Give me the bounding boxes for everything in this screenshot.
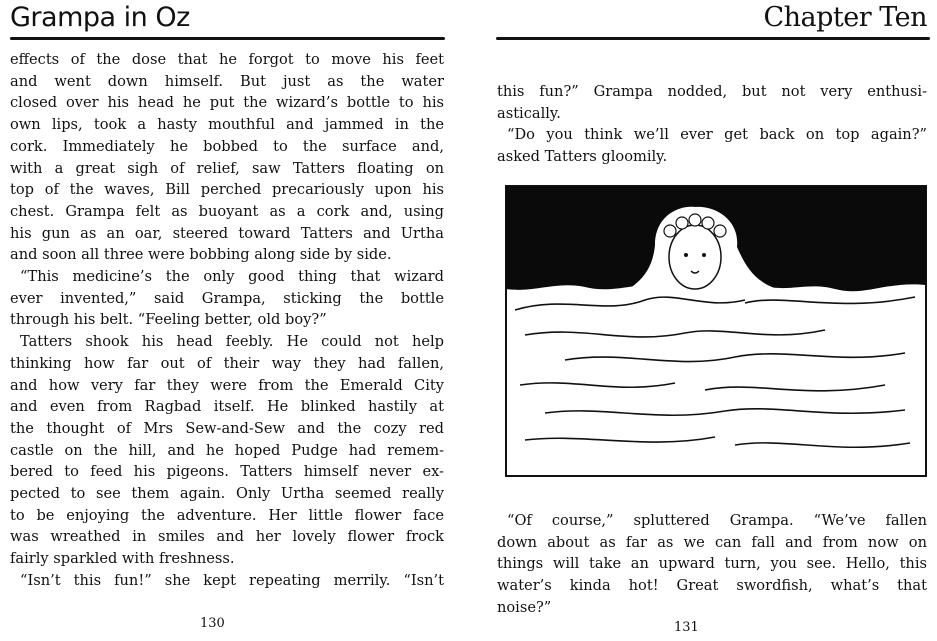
text-line: bered to feed his pigeons. Tatters himself never ex- (10, 463, 444, 481)
text-line: down about as far as we can fall and from now on (497, 533, 927, 551)
book-title-header: Grampa in Oz (10, 2, 190, 33)
text-line: and soon all three were bobbing along side by side. (10, 246, 392, 264)
right-page (470, 0, 937, 641)
text-line: pected to see them again. Only Urtha seemed really (10, 485, 444, 503)
text-line: closed over his head he put the wizard’s bottle to his (10, 94, 444, 112)
text-line: top of the waves, Bill perched precariously upon his (10, 181, 444, 199)
header-rule (496, 37, 930, 40)
page-number: 130 (200, 616, 225, 631)
text-line: through his belt. “Feeling better, old boy?” (10, 311, 327, 329)
text-line: “Of course,” spluttered Grampa. “We’ve fallen (507, 512, 927, 529)
text-line: “Isn’t this fun!” she kept repeating merrily. “Isn’t (20, 571, 444, 589)
text-line: this fun?” Grampa nodded, but not very enthusi- (497, 83, 927, 100)
text-line: noise?” (497, 598, 552, 616)
text-line: and how very far they were from the Emerald City (10, 376, 444, 394)
text-line: with a great sigh of relief, saw Tatters floating on (10, 159, 444, 177)
text-line: ever invented,” said Grampa, sticking the bottle (10, 289, 444, 307)
text-line: astically. (497, 104, 561, 122)
text-line: asked Tatters gloomily. (497, 148, 668, 166)
text-line: was wreathed in smiles and her lovely flower frock (10, 528, 444, 546)
chapter-header: Chapter Ten (763, 2, 927, 33)
text-line: chest. Grampa felt as buoyant as a cork and, using (10, 202, 444, 220)
text-line: “This medicine’s the only good thing that wizard (20, 268, 444, 286)
text-line: effects of the dose that he forgot to move his feet (10, 51, 444, 68)
text-line: water’s kinda hot! Great swordfish, what’s that (497, 577, 927, 595)
text-line: thinking how far out of their way they had fallen, (10, 354, 444, 372)
body-text-top (497, 81, 927, 168)
header-rule (10, 37, 445, 40)
illustration-girl-in-water (505, 185, 927, 477)
text-line: the thought of Mrs Sew-and-Sew and the cozy red (10, 419, 444, 437)
text-line: castle on the hill, and he hoped Pudge had remem- (10, 441, 444, 459)
text-line: cork. Immediately he bobbed to the surface and, (10, 137, 444, 155)
left-page (0, 0, 460, 641)
text-line: “Do you think we’ll ever get back on top again?” (507, 126, 927, 144)
text-line: Tatters shook his head feebly. He could not help (20, 333, 444, 351)
text-line: to be enjoying the adventure. Her little flower face (10, 506, 444, 524)
text-line: own lips, took a hasty mouthful and jammed in the (10, 116, 444, 134)
body-text (10, 49, 444, 592)
text-line: and went down himself. But just as the water (10, 72, 444, 90)
body-text-bottom (497, 510, 927, 619)
text-line: things will take an upward turn, you see. Hello, this (497, 555, 927, 573)
page-number: 131 (674, 620, 699, 635)
text-line: his gun as an oar, steered toward Tatters and Urtha (10, 224, 444, 242)
text-line: and even from Ragbad itself. He blinked hastily at (10, 398, 444, 416)
text-line: fairly sparkled with freshness. (10, 550, 235, 568)
